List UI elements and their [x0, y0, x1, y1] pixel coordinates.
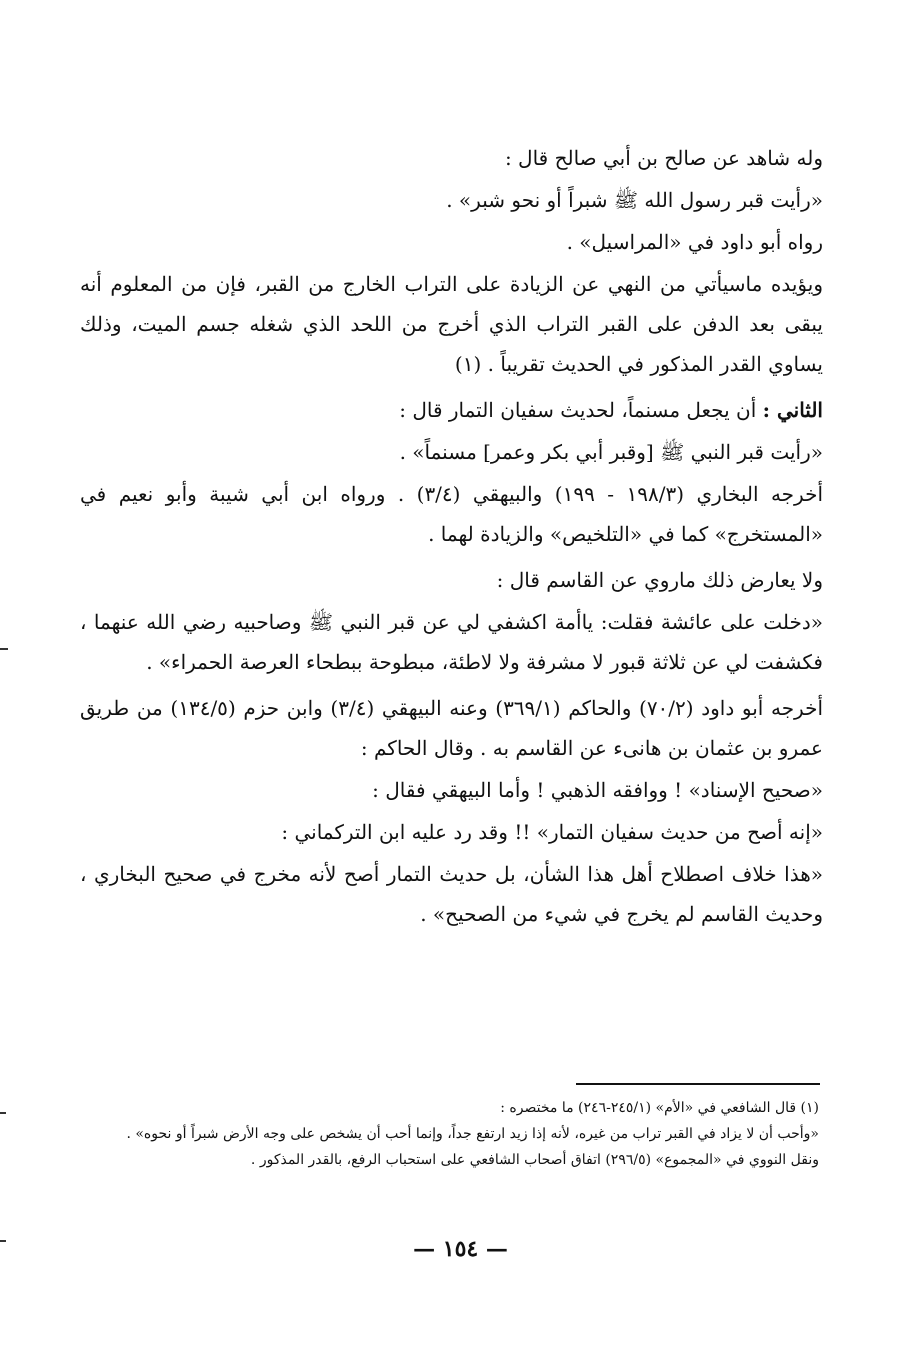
footnote-divider — [576, 1083, 820, 1085]
scan-edge-mark — [0, 1112, 6, 1114]
scan-edge-mark — [0, 648, 8, 650]
paragraph: أخرجه البخاري (١٩٨/٣ - ١٩٩) والبيهقي (٣/٤) . ورواه ابن أبي شيبة وأبو نعيم في «المستخرج» كما في «التلخيص» والزيادة لهما . — [80, 482, 823, 546]
footnote-line: ونقل النووي في «المجموع» (٢٩٦/٥) اتفاق أصحاب الشافعي على استحباب الرفع، بالقدر المذكور . — [250, 1152, 819, 1168]
footnotes — [84, 1096, 819, 1174]
page-number: — ١٥٤ — — [413, 1236, 508, 1262]
footnote-line: «وأحب أن لا يزاد في القبر تراب من غيره، لأنه إذا زيد ارتفع جداً، وإنما أحب أن يشخص على وجه الأرض شبراً أو نحوه» . — [126, 1126, 819, 1142]
quote-paragraph: «هذا خلاف اصطلاح أهل هذا الشأن، بل حديث التمار أصح لأنه مخرج في صحيح البخاري ، وحديث القاسم لم يخرج في شيء من الصحيح» . — [80, 862, 823, 926]
footnote-line: (١) قال الشافعي في «الأم» (٢٤٥/١-٢٤٦) ما مختصره : — [500, 1100, 819, 1116]
paragraph: رواه أبو داود في «المراسيل» . — [566, 230, 823, 254]
paragraph: أخرجه أبو داود (٧٠/٢) والحاكم (٣٦٩/١) وعنه البيهقي (٣/٤) وابن حزم (١٣٤/٥) من طريق عمرو بن عثمان بن هانىء عن القاسم به . وقال الحاكم : — [80, 696, 824, 760]
scan-edge-mark — [0, 1240, 6, 1242]
quote-paragraph: «دخلت على عائشة فقلت: ياأمة اكشفي لي عن قبر النبي ﷺ وصاحبيه رضي الله عنهما ، فكشفت لي عن ثلاثة قبور لا مشرفة ولا لاطئة، مبطوحة ببطحاء العرصة الحمراء» . — [80, 610, 823, 674]
section-lead-label: الثاني : — [762, 398, 823, 422]
quote-paragraph: «رأيت قبر النبي ﷺ [وقبر أبي بكر وعمر] مسنماً» . — [399, 440, 823, 464]
quote-paragraph: «إنه أصح من حديث سفيان التمار» !! وقد رد عليه ابن التركماني : — [281, 820, 823, 844]
paragraph: ولا يعارض ذلك ماروي عن القاسم قال : — [496, 568, 823, 592]
quote-paragraph: «صحيح الإسناد» ! ووافقه الذهبي ! وأما البيهقي فقال : — [372, 778, 823, 802]
main-text — [80, 138, 823, 936]
quote-paragraph: «رأيت قبر رسول الله ﷺ شبراً أو نحو شبر» . — [446, 188, 823, 212]
paragraph-text: أن يجعل مسنماً، لحديث سفيان التمار قال : — [399, 398, 757, 422]
paragraph: وله شاهد عن صالح بن أبي صالح قال : — [504, 146, 823, 170]
paragraph-second-point — [80, 390, 823, 430]
paragraph: ويؤيده ماسيأتي من النهي عن الزيادة على التراب الخارج من القبر، فإن من المعلوم أنه يبقى بعد الدفن على القبر التراب الذي أخرج من اللحد الذي شغله جسم الميت، وذلك يساوي القدر المذكور في الحديث تقريباً . (١) — [80, 272, 823, 376]
